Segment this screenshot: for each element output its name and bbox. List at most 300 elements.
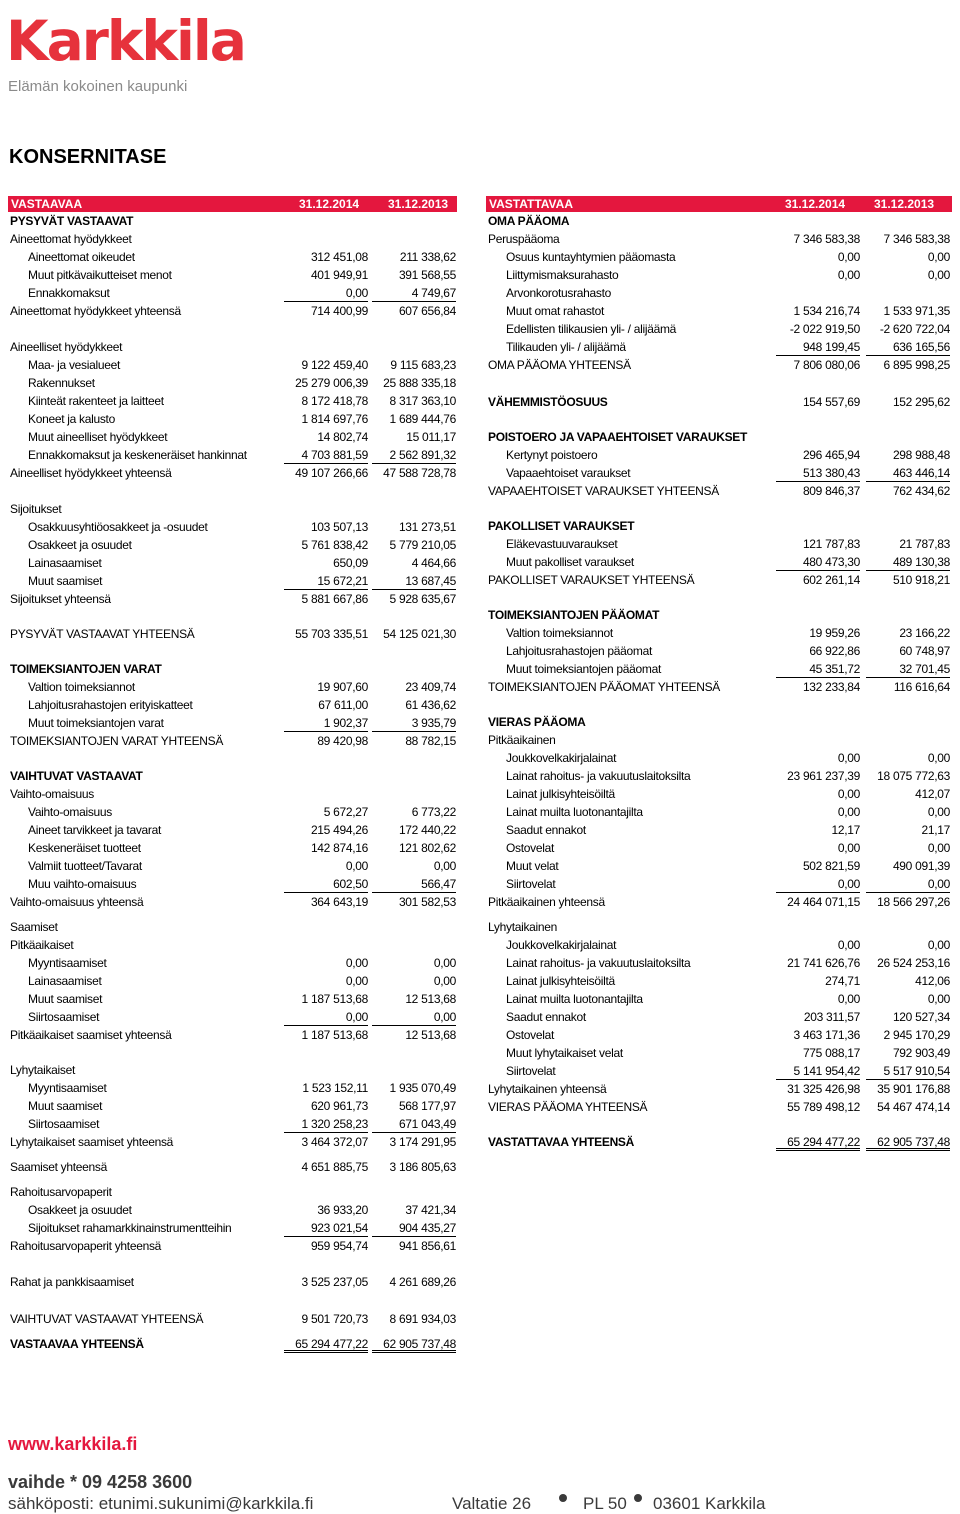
left-table-row	[10, 356, 458, 374]
row-label: VIERAS PÄÄOMA	[488, 715, 586, 729]
right-table-row	[488, 821, 952, 839]
value-2014: 14 802,74	[317, 430, 368, 444]
assets-header-col2: 31.12.2013	[388, 197, 449, 211]
left-table-row	[10, 428, 458, 446]
row-label: Arvonkorotusrahasto	[506, 286, 612, 300]
value-2014: 4 651 885,75	[301, 1160, 368, 1174]
value-2014: 154 557,69	[802, 395, 860, 409]
left-table-row	[10, 1079, 458, 1097]
value-2014: 31 325 426,98	[787, 1082, 860, 1096]
row-label: Vaihto-omaisuus	[28, 805, 112, 819]
row-label: Muut omat rahastot	[506, 304, 604, 318]
row-label: Maa- ja vesialueet	[28, 358, 120, 372]
value-2014: 1 902,37	[284, 714, 368, 732]
left-table-row	[10, 536, 458, 554]
row-label: OMA PÄÄOMA	[488, 214, 570, 228]
assets-header-label: VASTAAVAA	[11, 197, 83, 211]
logo-tagline: Elämän kokoinen kaupunki	[8, 78, 188, 95]
footer-email: sähköposti: etunimi.sukunimi@karkkila.fi	[8, 1494, 314, 1513]
value-2014: 21 741 626,76	[787, 956, 860, 970]
row-label: Lainasaamiset	[28, 556, 102, 570]
assets-header-bar	[8, 196, 457, 212]
value-2013: 26 524 253,16	[877, 956, 950, 970]
left-table-row	[10, 590, 458, 608]
value-2014: 7 806 080,06	[793, 358, 860, 372]
right-table-row	[488, 230, 952, 248]
left-table-row	[10, 857, 458, 875]
value-2013: 391 568,55	[398, 268, 456, 282]
row-label: Lainat julkisyhteisöiltä	[506, 974, 615, 988]
value-2014: 23 961 237,39	[787, 769, 860, 783]
value-2014: 67 611,00	[318, 698, 368, 712]
value-2013: 0,00	[927, 268, 950, 282]
value-2013: 6 895 998,25	[883, 358, 950, 372]
value-2013: 463 446,14	[866, 464, 950, 482]
row-label: Muut saamiset	[28, 1099, 103, 1113]
row-label: Aineettomat hyödykkeet yhteensä	[10, 304, 181, 318]
row-label: Pitkäaikaiset	[10, 938, 74, 952]
row-label: Eläkevastuuvaraukset	[506, 537, 618, 551]
value-2013: 23 166,22	[899, 626, 950, 640]
value-2014: 65 294 477,22	[776, 1133, 860, 1151]
left-table-row	[10, 338, 458, 356]
row-label: Muut aineelliset hyödykkeet	[28, 430, 168, 444]
liabilities-header-label: VASTATTAVAA	[489, 197, 573, 211]
left-table-row	[10, 464, 458, 482]
left-table-row	[10, 936, 458, 954]
right-table-row	[488, 893, 952, 911]
value-2014: 809 846,37	[802, 484, 860, 498]
left-table-row	[10, 230, 458, 248]
row-label: Valmiit tuotteet/Tavarat	[28, 859, 142, 873]
right-table-row	[488, 1008, 952, 1026]
value-2014: 620 961,73	[310, 1099, 368, 1113]
row-label: Saadut ennakot	[506, 823, 586, 837]
row-label: Siirtosaamiset	[28, 1010, 100, 1024]
footer-postal: 03601 Karkkila	[653, 1494, 766, 1513]
value-2013: 1 533 971,35	[883, 304, 950, 318]
value-2013: 62 905 737,48	[372, 1335, 456, 1353]
row-label: TOIMEKSIANTOJEN VARAT YHTEENSÄ	[10, 734, 224, 748]
row-label: Joukkovelkakirjalainat	[506, 938, 617, 952]
left-table-row	[10, 893, 458, 911]
value-2013: 121 802,62	[398, 841, 456, 855]
value-2014: 3 464 372,07	[301, 1135, 368, 1149]
row-label: Ostovelat	[506, 841, 554, 855]
row-label: Siirtovelat	[506, 1064, 556, 1078]
left-table-row	[10, 1097, 458, 1115]
value-2014: 923 021,54	[284, 1219, 368, 1237]
row-label: Saamiset	[10, 920, 58, 934]
value-2013: 8 691 934,03	[389, 1312, 456, 1326]
footer-phone: vaihde * 09 4258 3600	[8, 1472, 193, 1492]
assets-header-col1: 31.12.2014	[299, 197, 360, 211]
row-label: Saadut ennakot	[506, 1010, 586, 1024]
value-2014: -2 022 919,50	[789, 322, 860, 336]
row-label: PYSYVÄT VASTAAVAT	[10, 214, 134, 228]
right-table-row	[488, 428, 952, 446]
value-2013: 5 779 210,05	[389, 538, 456, 552]
row-label: Aineet tarvikkeet ja tavarat	[28, 823, 162, 837]
value-2013: 9 115 683,23	[390, 358, 456, 372]
row-label: Tilikauden yli- / alijäämä	[506, 340, 626, 354]
value-2014: 775 088,17	[802, 1046, 860, 1060]
separator-dot-icon	[559, 1494, 567, 1502]
value-2013: 636 165,56	[866, 338, 950, 356]
value-2013: 172 440,22	[398, 823, 456, 837]
row-label: Peruspääoma	[488, 232, 560, 246]
left-table-row	[10, 518, 458, 536]
row-label: Rahat ja pankkisaamiset	[10, 1275, 134, 1289]
row-label: POISTOERO JA VAPAAEHTOISET VARAUKSET	[488, 430, 748, 444]
left-table-row	[10, 1158, 458, 1176]
value-2013: 25 888 335,18	[383, 376, 456, 390]
value-2014: 0,00	[837, 841, 860, 855]
right-table-row	[488, 284, 952, 302]
row-label: Kiinteät rakenteet ja laitteet	[28, 394, 164, 408]
row-label: Pitkäaikainen yhteensä	[488, 895, 605, 909]
row-label: Pitkäaikainen	[488, 733, 556, 747]
value-2013: 54 125 021,30	[383, 627, 456, 641]
right-table-row	[488, 642, 952, 660]
value-2013: 152 295,62	[892, 395, 950, 409]
value-2013: 3 186 805,63	[389, 1160, 456, 1174]
row-label: Aineettomat oikeudet	[28, 250, 135, 264]
row-label: Pitkäaikaiset saamiset yhteensä	[10, 1028, 172, 1042]
right-table-row	[488, 785, 952, 803]
value-2013: 32 701,45	[866, 660, 950, 678]
row-label: Rakennukset	[28, 376, 95, 390]
left-table-row	[10, 302, 458, 320]
row-label: VIERAS PÄÄOMA YHTEENSÄ	[488, 1100, 648, 1114]
value-2013: 671 043,49	[372, 1115, 456, 1133]
row-label: PYSYVÄT VASTAAVAT YHTEENSÄ	[10, 627, 195, 641]
value-2013: 4 464,66	[411, 556, 456, 570]
value-2014: 45 351,72	[776, 660, 860, 678]
row-label: Vaihto-omaisuus	[10, 787, 94, 801]
row-label: Koneet ja kalusto	[28, 412, 115, 426]
value-2014: 132 233,84	[802, 680, 860, 694]
value-2013: 510 918,21	[892, 573, 950, 587]
left-table-row	[10, 972, 458, 990]
left-table-row	[10, 1133, 458, 1151]
left-table-row	[10, 1219, 458, 1237]
left-table-row	[10, 1201, 458, 1219]
left-table-row	[10, 266, 458, 284]
row-label: Sijoitukset yhteensä	[10, 592, 111, 606]
value-2014: 5 761 838,42	[301, 538, 368, 552]
value-2014: 3 463 171,36	[793, 1028, 860, 1042]
row-label: Muut saamiset	[28, 574, 103, 588]
row-label: Myyntisaamiset	[28, 1081, 107, 1095]
row-label: Siirtosaamiset	[28, 1117, 100, 1131]
left-table-row	[10, 1273, 458, 1291]
value-2014: 103 507,13	[310, 520, 368, 534]
value-2013: 0,00	[866, 875, 950, 893]
right-table-row	[488, 954, 952, 972]
row-label: Muu vaihto-omaisuus	[28, 877, 137, 891]
value-2014: 0,00	[837, 805, 860, 819]
row-label: Lainat julkisyhteisöiltä	[506, 787, 615, 801]
value-2014: 364 643,19	[310, 895, 368, 909]
row-label: TOIMEKSIANTOJEN PÄÄOMAT YHTEENSÄ	[488, 680, 721, 694]
value-2013: 1 935 070,49	[389, 1081, 456, 1095]
value-2014: 1 187 513,68	[301, 992, 368, 1006]
row-label: Osakkuusyhtiöosakkeet ja -osuudet	[28, 520, 208, 534]
row-label: Muut lyhytaikaiset velat	[506, 1046, 623, 1060]
row-label: VAIHTUVAT VASTAAVAT	[10, 769, 143, 783]
left-table-row	[10, 446, 458, 464]
row-label: Lyhytaikaiset	[10, 1063, 76, 1077]
right-table-row	[488, 731, 952, 749]
left-table-row	[10, 839, 458, 857]
row-label: Valtion toimeksiannot	[28, 680, 135, 694]
value-2013: 0,00	[433, 974, 456, 988]
right-table-row	[488, 839, 952, 857]
row-label: Muut toimeksiantojen pääomat	[506, 662, 662, 676]
value-2013: 131 273,51	[398, 520, 456, 534]
right-table-row	[488, 972, 952, 990]
value-2013: 23 409,74	[405, 680, 456, 694]
row-label: VAIHTUVAT VASTAAVAT YHTEENSÄ	[10, 1312, 204, 1326]
value-2014: 502 821,59	[802, 859, 860, 873]
value-2013: 0,00	[372, 1008, 456, 1026]
value-2014: 650,09	[333, 556, 368, 570]
value-2013: 5 928 635,67	[389, 592, 456, 606]
row-label: Joukkovelkakirjalainat	[506, 751, 617, 765]
page-title: KONSERNITASE	[9, 146, 167, 168]
value-2013: 21 787,83	[899, 537, 950, 551]
left-table-row	[10, 572, 458, 590]
left-table-row	[10, 696, 458, 714]
left-table-row	[10, 803, 458, 821]
row-label: Lyhytaikaiset saamiset yhteensä	[10, 1135, 174, 1149]
value-2013: 298 988,48	[892, 448, 950, 462]
row-label: VAPAAEHTOISET VARAUKSET YHTEENSÄ	[488, 484, 719, 498]
left-table-row	[10, 732, 458, 750]
value-2013: 12 513,68	[405, 992, 456, 1006]
value-2014: 25 279 006,39	[295, 376, 368, 390]
right-table-row	[488, 990, 952, 1008]
value-2014: 5 141 954,42	[776, 1062, 860, 1080]
right-table-row	[488, 660, 952, 678]
right-table-row	[488, 464, 952, 482]
row-label: Vaihto-omaisuus yhteensä	[10, 895, 144, 909]
value-2014: 480 473,30	[776, 553, 860, 571]
value-2014: 36 933,20	[317, 1203, 368, 1217]
left-table-row	[10, 875, 458, 893]
left-table-row	[10, 1061, 458, 1079]
footer-pobox: PL 50	[583, 1494, 627, 1513]
right-table-row	[488, 393, 952, 411]
left-table-row	[10, 678, 458, 696]
right-table-row	[488, 767, 952, 785]
left-table-row	[10, 660, 458, 678]
right-table-row	[488, 1133, 952, 1151]
value-2014: 215 494,26	[310, 823, 368, 837]
right-table-row	[488, 320, 952, 338]
row-label: OMA PÄÄOMA YHTEENSÄ	[488, 358, 631, 372]
value-2014: 5 881 667,86	[301, 592, 368, 606]
value-2014: 0,00	[837, 787, 860, 801]
value-2014: 55 703 335,51	[295, 627, 368, 641]
right-table-row	[488, 1080, 952, 1098]
left-table-row	[10, 625, 458, 643]
value-2013: 4 749,67	[372, 284, 456, 302]
value-2014: 4 703 881,59	[284, 446, 368, 464]
row-label: Lyhytaikainen	[488, 920, 558, 934]
row-label: Muut velat	[506, 859, 559, 873]
value-2014: 9 122 459,40	[301, 358, 368, 372]
value-2013: 7 346 583,38	[883, 232, 950, 246]
value-2014: 19 959,26	[809, 626, 860, 640]
value-2014: 296 465,94	[802, 448, 860, 462]
value-2013: 2 945 170,29	[883, 1028, 950, 1042]
row-label: Lainat muilta luotonantajilta	[506, 805, 643, 819]
value-2013: 0,00	[927, 992, 950, 1006]
value-2014: 8 172 418,78	[301, 394, 368, 408]
row-label: Valtion toimeksiannot	[506, 626, 613, 640]
footer-website-link[interactable]: www.karkkila.fi	[8, 1434, 138, 1454]
left-table-row	[10, 821, 458, 839]
row-label: Aineelliset hyödykkeet	[10, 340, 123, 354]
value-2013: 18 075 772,63	[877, 769, 950, 783]
row-label: Ostovelat	[506, 1028, 554, 1042]
value-2013: 0,00	[433, 859, 456, 873]
right-table-row	[488, 248, 952, 266]
left-table-row	[10, 248, 458, 266]
value-2013: 211 338,62	[399, 250, 456, 264]
left-table-row	[10, 1026, 458, 1044]
value-2014: 1 814 697,76	[301, 412, 368, 426]
right-table-row	[488, 338, 952, 356]
value-2014: 714 400,99	[310, 304, 368, 318]
right-table-row	[488, 266, 952, 284]
row-label: Keskeneräiset tuotteet	[28, 841, 141, 855]
value-2013: 3 935,79	[372, 714, 456, 732]
row-label: Myyntisaamiset	[28, 956, 107, 970]
logo-wordmark: Karkkila	[6, 9, 245, 73]
value-2014: 65 294 477,22	[284, 1335, 368, 1353]
value-2014: 602 261,14	[802, 573, 860, 587]
value-2013: 120 527,34	[892, 1010, 950, 1024]
value-2014: 19 907,60	[317, 680, 368, 694]
value-2014: 0,00	[837, 268, 860, 282]
right-table-row	[488, 803, 952, 821]
left-table-row	[10, 1237, 458, 1255]
value-2014: 142 874,16	[310, 841, 368, 855]
value-2013: 0,00	[927, 938, 950, 952]
value-2014: 3 525 237,05	[301, 1275, 368, 1289]
value-2013: 1 689 444,76	[389, 412, 456, 426]
liabilities-header-bar	[486, 196, 952, 212]
row-label: Saamiset yhteensä	[10, 1160, 107, 1174]
karkkila-logo	[6, 9, 245, 95]
value-2014: 513 380,43	[776, 464, 860, 482]
row-label: Kertynyt poistoero	[506, 448, 598, 462]
value-2014: 0,00	[837, 250, 860, 264]
row-label: Siirtovelat	[506, 877, 556, 891]
left-table-row	[10, 1310, 458, 1328]
row-label: PAKOLLISET VARAUKSET	[488, 519, 635, 533]
row-label: Ennakkomaksut ja keskeneräiset hankinnat	[28, 448, 247, 462]
value-2013: 8 317 363,10	[389, 394, 456, 408]
value-2013: 904 435,27	[372, 1219, 456, 1237]
value-2013: 13 687,45	[372, 572, 456, 590]
left-table-row	[10, 410, 458, 428]
right-table-row	[488, 1044, 952, 1062]
value-2013: 54 467 474,14	[877, 1100, 950, 1114]
liabilities-header-col1: 31.12.2014	[785, 197, 846, 211]
row-label: Osuus kuntayhtymien pääomasta	[506, 250, 676, 264]
left-table-row	[10, 1335, 458, 1353]
left-table-row	[10, 785, 458, 803]
footer-street: Valtatie 26	[452, 1494, 532, 1513]
right-table-row	[488, 606, 952, 624]
value-2013: 4 261 689,26	[389, 1275, 456, 1289]
value-2013: 3 174 291,95	[389, 1135, 456, 1149]
value-2014: 0,00	[284, 1008, 368, 1026]
row-label: VÄHEMMISTÖOSUUS	[488, 395, 608, 409]
value-2014: 12,17	[831, 823, 860, 837]
right-table-row	[488, 918, 952, 936]
value-2014: 0,00	[837, 938, 860, 952]
value-2013: 0,00	[927, 841, 950, 855]
row-label: Muut pakolliset varaukset	[506, 555, 634, 569]
row-label: Liittymismaksurahasto	[506, 268, 619, 282]
value-2014: 9 501 720,73	[301, 1312, 368, 1326]
value-2013: 762 434,62	[892, 484, 950, 498]
value-2013: 412,07	[915, 787, 950, 801]
value-2013: 6 773,22	[411, 805, 456, 819]
row-label: Sijoitukset rahamarkkinainstrumentteihin	[28, 1221, 232, 1235]
left-table-row	[10, 212, 458, 230]
right-table-row	[488, 356, 952, 374]
value-2013: 2 562 891,32	[372, 446, 456, 464]
row-label: Edellisten tilikausien yli- / alijäämä	[506, 322, 677, 336]
value-2013: 116 616,64	[893, 680, 950, 694]
value-2013: 301 582,53	[398, 895, 456, 909]
value-2014: 0,00	[345, 956, 368, 970]
value-2013: 61 436,62	[405, 698, 456, 712]
right-table-row	[488, 749, 952, 767]
value-2014: 0,00	[776, 875, 860, 893]
value-2013: 568 177,97	[398, 1099, 456, 1113]
value-2013: 0,00	[433, 956, 456, 970]
left-table-row	[10, 1008, 458, 1026]
row-label: Lahjoitusrahastojen pääomat	[506, 644, 653, 658]
value-2014: 121 787,83	[802, 537, 860, 551]
value-2013: 62 905 737,48	[866, 1133, 950, 1151]
value-2014: 89 420,98	[317, 734, 368, 748]
right-table-row	[488, 553, 952, 571]
row-label: Osakkeet ja osuudet	[28, 538, 132, 552]
value-2013: 47 588 728,78	[383, 466, 456, 480]
row-label: PAKOLLISET VARAUKSET YHTEENSÄ	[488, 573, 695, 587]
left-table-row	[10, 954, 458, 972]
value-2013: 37 421,34	[405, 1203, 456, 1217]
value-2014: 0,00	[345, 859, 368, 873]
row-label: Sijoitukset	[10, 502, 62, 516]
value-2013: 792 903,49	[892, 1046, 950, 1060]
value-2014: 1 523 152,11	[302, 1081, 368, 1095]
value-2014: 0,00	[345, 974, 368, 988]
value-2013: 566,47	[372, 875, 456, 893]
row-label: Vapaaehtoiset varaukset	[506, 466, 631, 480]
left-table-row	[10, 554, 458, 572]
value-2014: 66 922,86	[809, 644, 860, 658]
row-label: Lainat muilta luotonantajilta	[506, 992, 643, 1006]
